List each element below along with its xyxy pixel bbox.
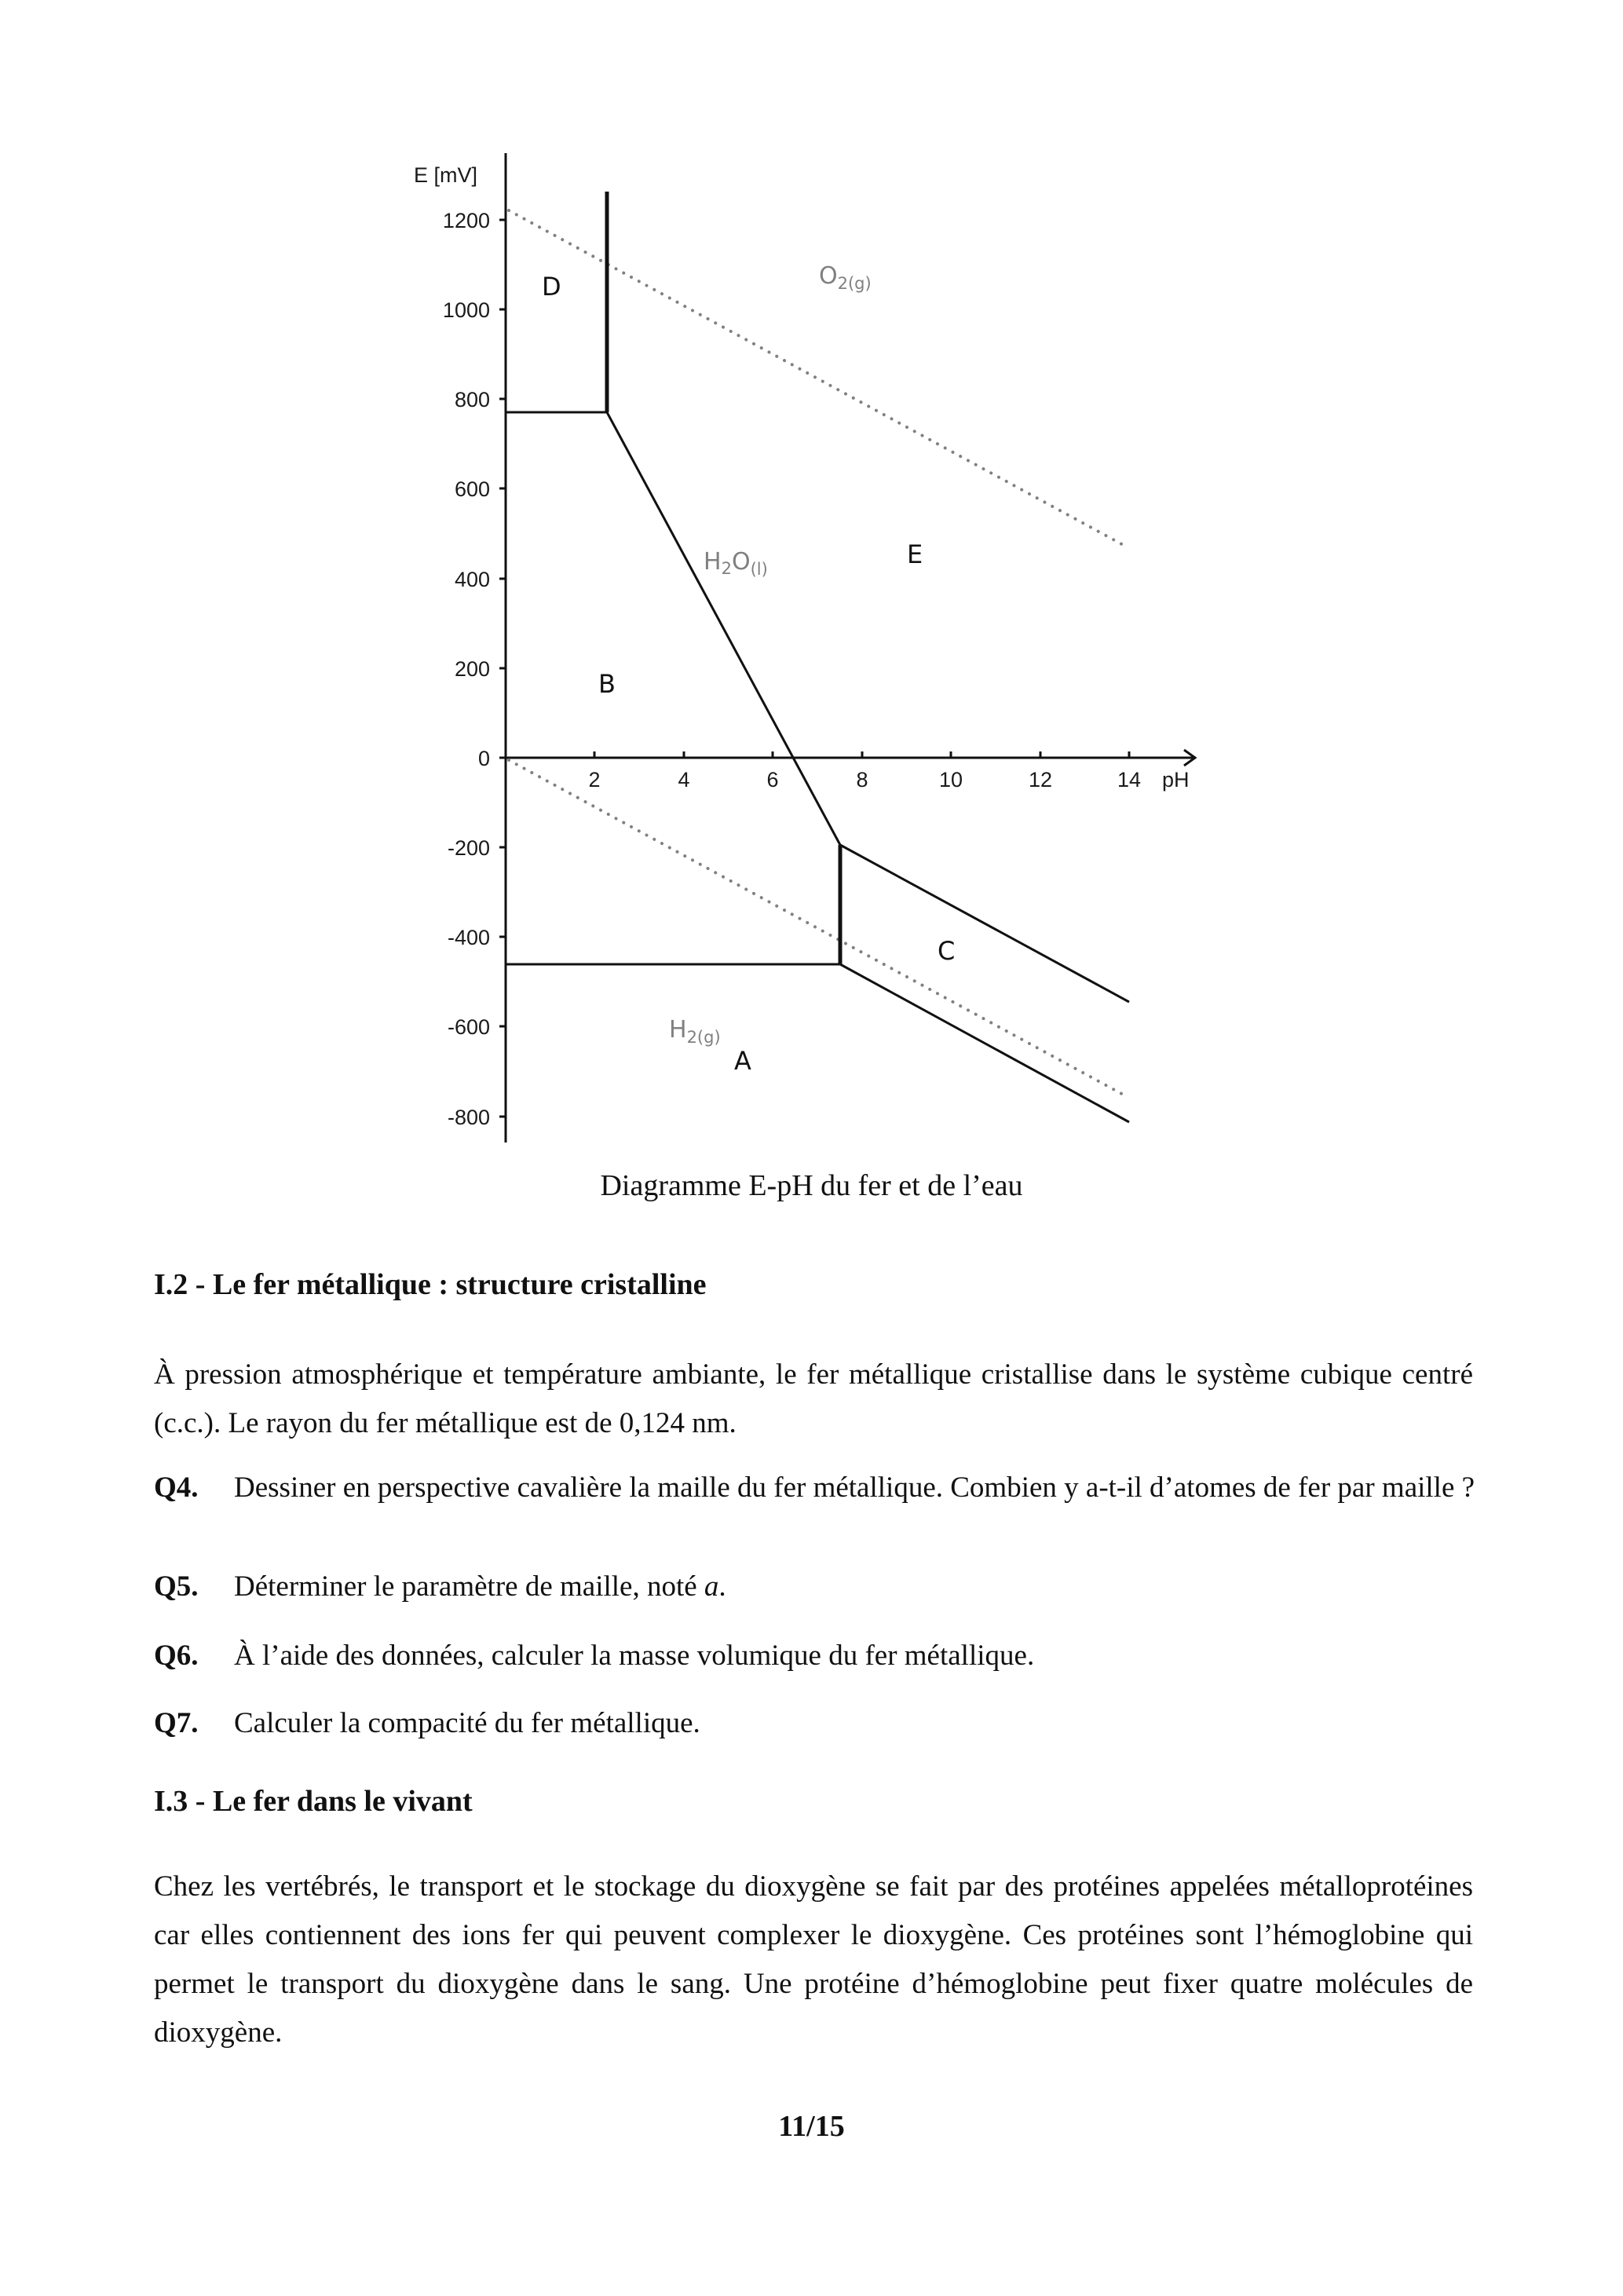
h2o-h2-boundary [509, 760, 1128, 1097]
question-number: Q4. [154, 1472, 199, 1504]
svg-text:8: 8 [856, 768, 868, 792]
section-heading-i3: I.3 - Le fer dans le vivant [154, 1785, 473, 1818]
region-label-c: C [938, 936, 956, 966]
figure-caption: Diagramme E-pH du fer et de l’eau [600, 1169, 1023, 1202]
question-text: Déterminer le paramètre de maille, noté a. [234, 1570, 726, 1603]
svg-text:600: 600 [454, 477, 490, 501]
o2-h2o-boundary [509, 210, 1128, 547]
question-q4 [154, 1464, 1481, 1512]
svg-text:4: 4 [678, 768, 690, 792]
paragraph-vivant: Chez les vertébrés, le transport et le stockage du dioxygène se fait par des protéines appelées métalloprotéines car elles contiennent des ions fer qui peuvent complexer le dioxygène. Ces protéines sont l’hémoglobine qui permet le transport du dioxygène dans le sang. Une protéine d’hémoglobine peut fixer quatre molécules de dioxygène. [154, 1870, 1473, 2049]
region-label-a: A [734, 1046, 751, 1076]
svg-text:200: 200 [454, 657, 490, 681]
question-text: Calculer la compacité du fer métallique. [234, 1707, 700, 1739]
question-number: Q5. [154, 1570, 199, 1603]
section-heading-i2: I.2 - Le fer métallique : structure cristalline [154, 1268, 707, 1301]
boundary-b-e [607, 412, 840, 845]
x-axis-label: pH [1162, 768, 1190, 792]
svg-text:2: 2 [588, 768, 601, 792]
svg-text:14: 14 [1117, 768, 1142, 792]
question-number: Q6. [154, 1640, 199, 1672]
boundary-c-a [840, 964, 1129, 1122]
question-number: Q7. [154, 1707, 199, 1739]
y-tick-labels [443, 209, 490, 1129]
variable-a: a [704, 1570, 719, 1603]
y-axis-label: E [mV] [414, 163, 478, 187]
question-text: À l’aide des données, calculer la masse volumique du fer métallique. [234, 1640, 1035, 1672]
x-tick-labels [588, 768, 1141, 792]
svg-text:6: 6 [766, 768, 779, 792]
svg-text:400: 400 [454, 568, 490, 591]
svg-text:1200: 1200 [442, 209, 490, 232]
svg-text:10: 10 [938, 768, 963, 792]
question-q5 [154, 1563, 1481, 1611]
svg-text:-600: -600 [447, 1015, 490, 1039]
axes [506, 153, 1195, 1143]
boundary-c-e [840, 845, 1129, 1002]
svg-text:800: 800 [454, 388, 490, 411]
question-text: Dessiner en perspective cavalière la maille du fer métallique. Combien y a-t-il d’atomes de fer par maille ? [234, 1472, 1475, 1504]
species-label-h2: $H_{2(g)}$ [669, 1016, 721, 1047]
region-label-d: D [542, 272, 561, 302]
page-number: 11/15 [778, 2110, 845, 2143]
species-label-o2: $O_{2(g)}$ [819, 262, 872, 293]
region-label-e: E [907, 539, 923, 569]
svg-text:0: 0 [477, 747, 490, 770]
question-q6 [154, 1632, 1481, 1680]
species-label-h2o: $H_2O_{(l)}$ [704, 548, 768, 579]
region-label-b: B [598, 669, 616, 699]
svg-text:12: 12 [1028, 768, 1053, 792]
iron-boundaries [506, 192, 1129, 1122]
question-q7 [154, 1699, 1481, 1748]
svg-text:-200: -200 [447, 836, 490, 860]
svg-text:1000: 1000 [442, 298, 490, 322]
svg-text:-400: -400 [447, 926, 490, 949]
paragraph-structure: À pression atmosphérique et température ambiante, le fer métallique cristallise dans le système cubique centré (c.c.). Le rayon du fer métallique est de 0,124 nm. [154, 1358, 1473, 1439]
svg-text:-800: -800 [447, 1106, 490, 1129]
